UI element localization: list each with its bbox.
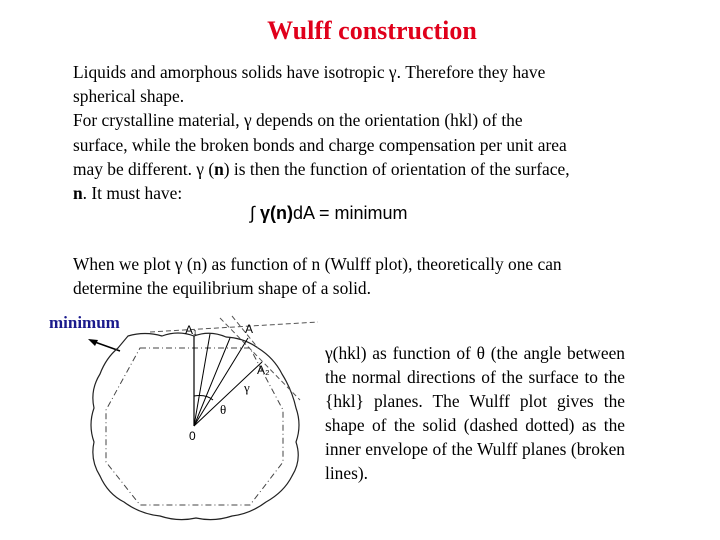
minimum-arrowhead <box>88 339 98 346</box>
intro-line-2: spherical shape. <box>73 86 185 107</box>
radius-a2 <box>194 362 262 426</box>
intro-line-3: For crystalline material, γ depends on the orientation (hkl) of the <box>73 110 523 131</box>
intro-line-5-post: ) is then the function of orientation of the surface, <box>223 158 570 179</box>
label-origin: 0 <box>189 429 196 443</box>
intro-line-1: Liquids and amorphous solids have isotropic γ. Therefore they have <box>73 62 546 82</box>
label-a2: A₂ <box>257 363 270 377</box>
intro-line-6-bold: n <box>73 183 83 204</box>
page-title: Wulff construction <box>267 16 477 45</box>
intro-line-5-bold: n <box>214 158 224 179</box>
wulff-plot-outline <box>91 333 299 520</box>
label-theta: θ <box>220 402 227 417</box>
label-a1: A₁ <box>185 323 198 337</box>
equation-rest: dA = minimum <box>292 203 408 223</box>
intro-line-4: surface, while the broken bonds and charge compensation per unit area <box>73 134 567 155</box>
wulff-plane-diagonal <box>220 318 300 400</box>
label-gamma: γ <box>244 380 250 395</box>
wulff-line-2: determine the equilibrium shape of a solid. <box>73 278 371 299</box>
label-a: A <box>245 322 254 336</box>
figure-caption: γ(hkl) as function of θ (the angle between the normal directions of the surface to the {hkl} planes. The Wulff plot gives the shape of the solid (dashed dotted) as the inner envelope of the Wulff planes (broken lines). <box>325 343 625 484</box>
equation-gamma: γ(n) <box>259 203 293 223</box>
intro-line-6-post: . It must have: <box>82 183 183 204</box>
integral-sign: ∫ <box>250 203 255 223</box>
wulff-line-1: When we plot γ (n) as function of n (Wulff plot), theoretically one can <box>73 254 562 274</box>
wulff-plane-top <box>150 322 318 332</box>
intro-line-5-pre: may be different. γ ( <box>73 158 215 179</box>
minimum-label: minimum <box>49 313 120 332</box>
